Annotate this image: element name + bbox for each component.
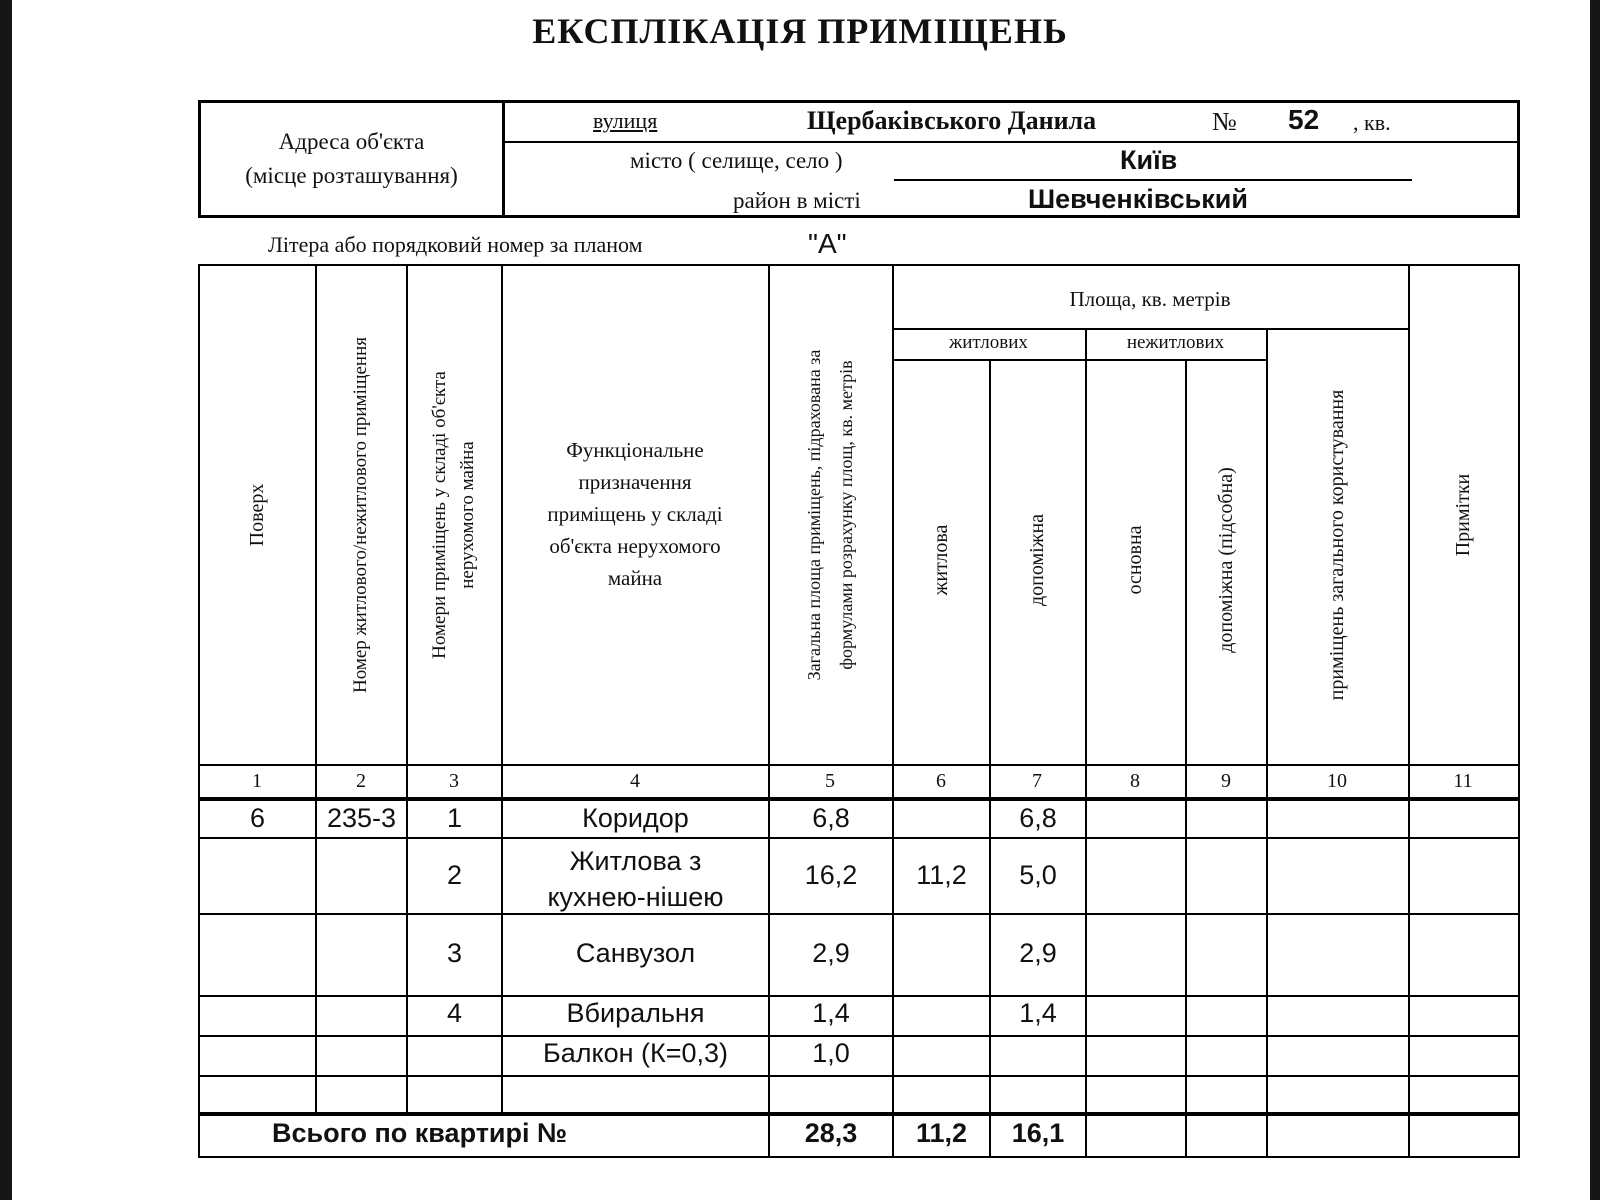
address-label-line2: (місце розташування) bbox=[245, 163, 458, 188]
header-function-line5: майна bbox=[607, 566, 663, 590]
row-rule-2 bbox=[198, 913, 1520, 915]
number-value: 52 bbox=[1288, 104, 1320, 135]
row-rule-5 bbox=[198, 1075, 1520, 1077]
apt-label: , кв. bbox=[1353, 110, 1391, 135]
column-number: 8 bbox=[1130, 770, 1140, 792]
table-row-2-name-line2: кухнею-нішею bbox=[547, 882, 724, 912]
table-row-1-name: Коридор bbox=[582, 803, 689, 833]
row-rule-1 bbox=[198, 837, 1520, 839]
street-value: Щербаківського Данила bbox=[807, 106, 1097, 135]
column-number: 7 bbox=[1032, 770, 1042, 792]
col-border-2 bbox=[406, 264, 408, 1114]
col-border-11 bbox=[1518, 264, 1520, 1158]
header-total-area-line1: Загальна площа приміщень, підрахована за bbox=[804, 349, 824, 681]
header-function-line2: призначення bbox=[578, 470, 692, 494]
table-row-3-name: Санвузол bbox=[575, 938, 696, 968]
table-row-1-floor: 6 bbox=[249, 803, 266, 833]
table-row-2-total: 16,2 bbox=[804, 860, 858, 890]
col-border-6 bbox=[989, 359, 991, 1158]
column-number: 6 bbox=[936, 770, 946, 792]
city-value: Київ bbox=[1120, 145, 1178, 175]
total-top-rule bbox=[198, 1112, 1520, 1116]
table-row-2-room: 2 bbox=[446, 860, 463, 890]
header-main: основна bbox=[1124, 525, 1146, 595]
column-number: 11 bbox=[1453, 770, 1473, 792]
header-residential-group: житлових bbox=[949, 332, 1028, 353]
total-aux: 16,1 bbox=[1011, 1118, 1065, 1148]
litera-value: "А" bbox=[808, 228, 847, 259]
header-floor: Поверх bbox=[246, 483, 268, 547]
city-label: місто ( селище, село ) bbox=[630, 148, 843, 173]
total-area: 28,3 bbox=[804, 1118, 858, 1148]
column-number: 5 bbox=[825, 770, 835, 792]
column-number: 3 bbox=[449, 770, 459, 792]
street-label: вулиця bbox=[593, 108, 658, 133]
header-room-numbers-line2: нерухомого майна bbox=[457, 441, 478, 589]
col-border-5 bbox=[892, 264, 894, 1158]
table-row-2-name bbox=[503, 843, 768, 915]
col-border-10 bbox=[1408, 264, 1410, 1158]
row-rule-3 bbox=[198, 995, 1520, 997]
table-row-4-name: Вбиральня bbox=[566, 998, 705, 1028]
table-row-4-room: 4 bbox=[446, 998, 463, 1028]
total-label: Всього по квартирі № bbox=[272, 1118, 568, 1148]
header-nonresidential-group: нежитлових bbox=[1126, 332, 1225, 353]
table-row-5-total: 1,0 bbox=[812, 1038, 850, 1068]
header-auxiliary-utility: допоміжна (підсобна) bbox=[1215, 467, 1237, 653]
table-row-2-aux: 5,0 bbox=[1019, 860, 1057, 890]
header-common-use: приміщень загального користування bbox=[1326, 389, 1348, 701]
header-auxiliary: допоміжна bbox=[1026, 513, 1048, 607]
number-label: № bbox=[1212, 107, 1237, 136]
subgroup-rule bbox=[892, 359, 1266, 361]
total-living: 11,2 bbox=[915, 1118, 968, 1148]
header-function-line3: приміщень у складі bbox=[547, 502, 723, 526]
table-row-4-aux: 1,4 bbox=[1019, 998, 1057, 1028]
column-number: 2 bbox=[356, 770, 366, 792]
header-function-line1: Функціональне bbox=[566, 438, 704, 462]
column-number: 9 bbox=[1221, 770, 1231, 792]
table-row-4-total: 1,4 bbox=[812, 998, 850, 1028]
table-row-2-name-line1: Житлова з bbox=[569, 846, 702, 876]
table-row-1-aux: 6,8 bbox=[1019, 803, 1057, 833]
district-value: Шевченківський bbox=[1028, 184, 1248, 214]
header-living: житлова bbox=[930, 524, 952, 596]
col-border-7 bbox=[1085, 328, 1087, 1158]
litera-label: Літера або порядковий номер за планом bbox=[268, 232, 643, 257]
column-number: 1 bbox=[252, 770, 262, 792]
header-notes: Примітки bbox=[1452, 473, 1474, 557]
header-total-area-line2: формулами розрахунку площ, кв. метрів bbox=[836, 360, 856, 670]
col-border-1 bbox=[315, 264, 317, 1114]
col-border-0 bbox=[198, 264, 200, 1158]
column-numbers-rule bbox=[198, 797, 1520, 801]
table-row-2-living: 11,2 bbox=[916, 860, 967, 890]
col-border-8 bbox=[1185, 359, 1187, 1158]
row-rule-4 bbox=[198, 1035, 1520, 1037]
table-top-border bbox=[198, 264, 1520, 266]
table-row-3-aux: 2,9 bbox=[1019, 938, 1057, 968]
header-function bbox=[505, 434, 765, 594]
document-title: ЕКСПЛІКАЦІЯ ПРИМІЩЕНЬ bbox=[532, 11, 1068, 51]
header-room-numbers-line1: Номери приміщень у складі об'єкта bbox=[429, 371, 450, 659]
table-row-3-room: 3 bbox=[446, 938, 463, 968]
header-bottom-rule bbox=[198, 764, 1520, 766]
address-label-line1: Адреса об'єкта bbox=[278, 129, 425, 154]
col-border-3 bbox=[501, 264, 503, 1114]
header-area-group: Площа, кв. метрів bbox=[1069, 287, 1231, 311]
column-number: 10 bbox=[1327, 770, 1347, 792]
table-bottom-border bbox=[198, 1156, 1520, 1158]
table-row-5-name: Балкон (К=0,3) bbox=[542, 1038, 729, 1068]
table-row-1-apt: 235-3 bbox=[326, 803, 397, 833]
table-row-3-total: 2,9 bbox=[812, 938, 850, 968]
header-function-line4: об'єкта нерухомого bbox=[549, 534, 721, 558]
header-apartment-number: Номер житлового/нежитлового приміщення bbox=[350, 336, 371, 694]
column-number: 4 bbox=[630, 770, 640, 792]
col-border-9 bbox=[1266, 328, 1268, 1158]
district-label: район в місті bbox=[733, 188, 861, 213]
table-row-1-total: 6,8 bbox=[812, 803, 850, 833]
table-row-1-room: 1 bbox=[446, 803, 463, 833]
